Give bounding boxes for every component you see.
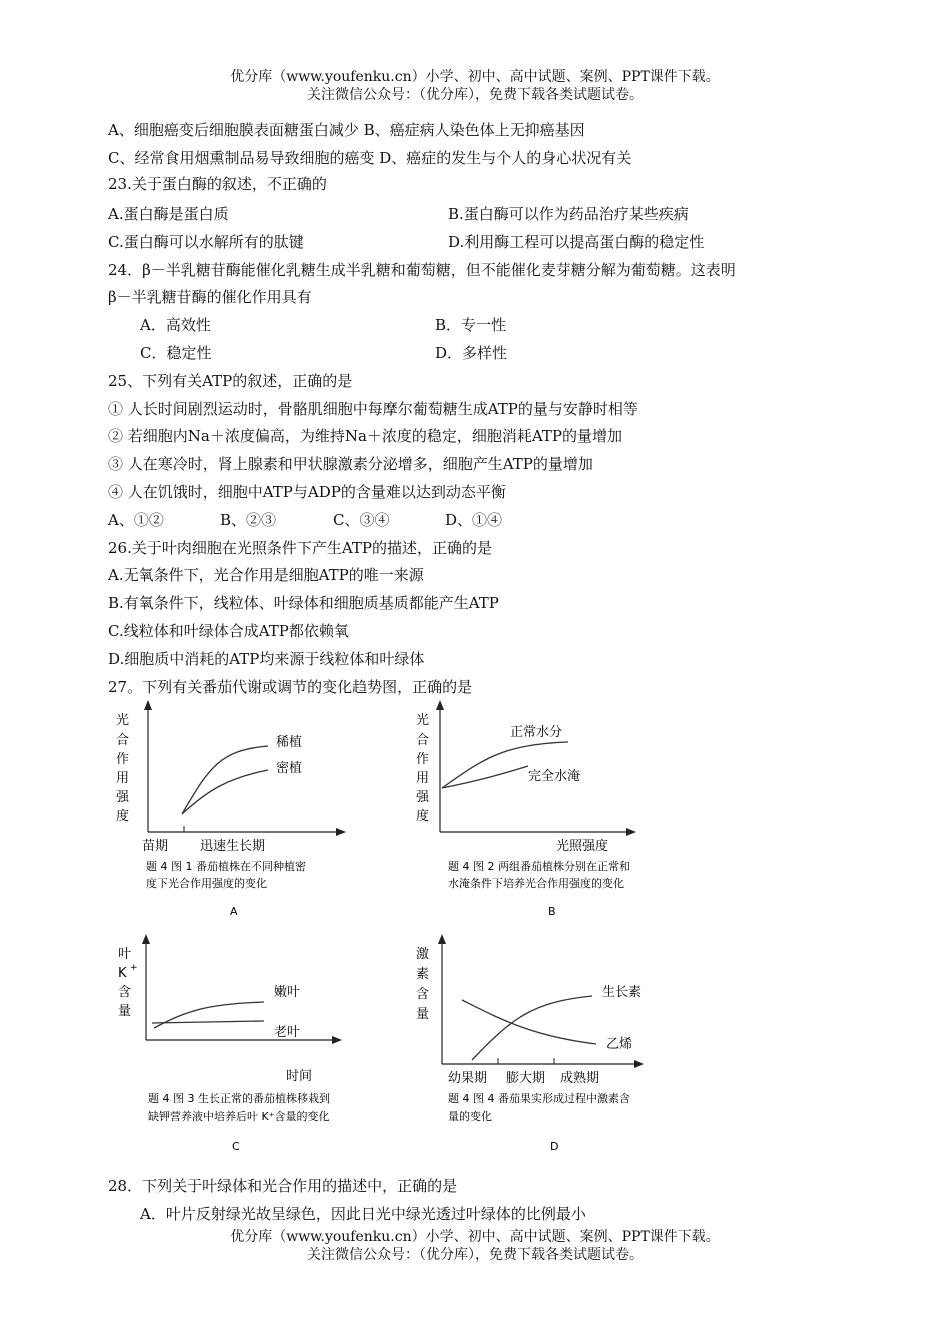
q25-option-b: B、②③ xyxy=(220,511,277,529)
q26-option-c: C.线粒体和叶绿体合成ATP都依赖氧 xyxy=(108,622,349,640)
figure-a-ylabel-5: 强 xyxy=(116,790,130,805)
q27-stem: 27。下列有关番茄代谢或调节的变化趋势图，正确的是 xyxy=(108,678,473,696)
figure-a xyxy=(108,700,358,930)
figure-d-ylabel-3: 含 xyxy=(416,987,430,1002)
q25-statement-1: ① 人长时间剧烈运动时，骨骼肌细胞中每摩尔葡萄糖生成ATP的量与安静时相等 xyxy=(108,400,638,418)
figure-d-ylabel-2: 素 xyxy=(416,967,430,982)
q28-stem: 28．下列关于叶绿体和光合作用的描述中，正确的是 xyxy=(108,1177,458,1195)
q25-statement-2: ② 若细胞内Na＋浓度偏高，为维持Na＋浓度的稳定，细胞消耗ATP的量增加 xyxy=(108,427,623,445)
q23-option-a: A.蛋白酶是蛋白质 xyxy=(108,205,229,223)
q23-option-b: B.蛋白酶可以作为药品治疗某些疾病 xyxy=(448,205,689,223)
q24-option-a: A．高效性 xyxy=(140,316,211,334)
figure-d-x-ripening: 成熟期 xyxy=(560,1071,600,1086)
q24-option-b: B．专一性 xyxy=(435,316,507,334)
figure-c xyxy=(108,930,368,1155)
figure-b-ylabel-5: 强 xyxy=(416,790,430,805)
figure-d-x-expansion: 膨大期 xyxy=(506,1071,546,1086)
q25-statement-3: ③ 人在寒冷时，肾上腺素和甲状腺激素分泌增多，细胞产生ATP的量增加 xyxy=(108,455,593,473)
q24-option-c: C．稳定性 xyxy=(140,344,212,362)
q22-options-ab: A、细胞癌变后细胞膜表面糖蛋白减少 B、癌症病人染色体上无抑癌基因 xyxy=(108,121,585,139)
figure-a-ylabel-3: 作 xyxy=(116,752,130,767)
q24-stem-line2: β－半乳糖苷酶的催化作用具有 xyxy=(108,288,312,306)
figure-c-caption-1: 题 4 图 3 生长正常的番茄植株移栽到 xyxy=(148,1092,330,1105)
figure-c-ylabel-sup: + xyxy=(130,963,138,973)
figure-b-caption-2: 水淹条件下培养光合作用强度的变化 xyxy=(448,877,624,890)
figure-d-curve-ethylene-label: 乙烯 xyxy=(606,1037,633,1052)
q25-stem: 25、下列有关ATP的叙述，正确的是 xyxy=(108,372,353,390)
figure-a-x-seedling: 苗期 xyxy=(142,839,169,854)
figure-d-ylabel-4: 量 xyxy=(416,1007,430,1022)
q23-option-d: D.利用酶工程可以提高蛋白酶的稳定性 xyxy=(448,233,705,251)
figure-c-caption-2: 缺钾营养液中培养后叶 K⁺含量的变化 xyxy=(148,1110,330,1123)
q23-stem: 23.关于蛋白酶的叙述，不正确的 xyxy=(108,175,327,193)
figure-b-ylabel-2: 合 xyxy=(416,733,430,748)
figure-a-ylabel-2: 合 xyxy=(116,733,130,748)
figure-d-caption-1: 题 4 图 4 番茄果实形成过程中激素含 xyxy=(448,1092,630,1105)
figure-a-caption-1: 题 4 图 1 番茄植株在不同种植密 xyxy=(146,860,306,873)
figure-a-ylabel-6: 度 xyxy=(116,809,130,824)
q28-option-a: A．叶片反射绿光故呈绿色，因此日光中绿光透过叶绿体的比例最小 xyxy=(140,1205,586,1223)
figure-b-ylabel-4: 用 xyxy=(416,771,430,786)
figure-a-ylabel-1: 光 xyxy=(116,713,130,728)
q25-statement-4: ④ 人在饥饿时，细胞中ATP与ADP的含量难以达到动态平衡 xyxy=(108,483,506,501)
figure-a-caption-2: 度下光合作用强度的变化 xyxy=(146,877,267,890)
figure-d-curve-auxin-label: 生长素 xyxy=(602,985,642,1000)
figure-c-ylabel-1: 叶 xyxy=(118,947,132,962)
figure-c-ylabel-4: 量 xyxy=(118,1004,132,1019)
figure-d-x-young-fruit: 幼果期 xyxy=(448,1071,488,1086)
figure-c-ylabel-3: 含 xyxy=(118,985,132,1000)
figure-b-curve-flooded-label: 完全水淹 xyxy=(528,769,581,784)
q26-option-a: A.无氧条件下，光合作用是细胞ATP的唯一来源 xyxy=(108,566,424,584)
q25-option-a: A、①② xyxy=(108,511,164,529)
q24-stem-line1: 24．β－半乳糖苷酶能催化乳糖生成半乳糖和葡萄糖，但不能催化麦芽糖分解为葡萄糖。这表明 xyxy=(108,261,736,279)
figure-d xyxy=(412,930,672,1155)
page-header-line1: 优分库（www.youfenku.cn）小学、初中、高中试题、案例、PPT课件下载。 xyxy=(230,69,720,85)
q25-option-d: D、①④ xyxy=(445,511,503,529)
q24-option-d: D．多样性 xyxy=(435,344,508,362)
figure-a-letter: A xyxy=(230,905,238,918)
figure-d-ylabel-1: 激 xyxy=(416,947,430,962)
figure-c-curve-old-label: 老叶 xyxy=(274,1025,301,1040)
figure-c-letter: C xyxy=(232,1140,240,1153)
q26-option-d: D.细胞质中消耗的ATP均来源于线粒体和叶绿体 xyxy=(108,650,425,668)
figure-d-caption-2: 量的变化 xyxy=(448,1110,492,1123)
figure-c-xlabel: 时间 xyxy=(286,1069,313,1084)
page-footer-line2: 关注微信公众号：（优分库），免费下载各类试题试卷。 xyxy=(307,1247,643,1263)
figure-a-ylabel-4: 用 xyxy=(116,771,130,786)
figure-b-curve-normal-label: 正常水分 xyxy=(510,725,563,740)
figure-b-letter: B xyxy=(548,905,556,918)
q23-option-c: C.蛋白酶可以水解所有的肽键 xyxy=(108,233,304,251)
figure-a-curve-dense-label: 密植 xyxy=(276,761,303,776)
figure-b-xlabel: 光照强度 xyxy=(556,839,609,854)
q26-option-b: B.有氧条件下，线粒体、叶绿体和细胞质基质都能产生ATP xyxy=(108,594,499,612)
figure-b xyxy=(412,700,672,930)
figure-a-x-rapid-growth: 迅速生长期 xyxy=(200,839,266,854)
figure-d-letter: D xyxy=(550,1140,559,1153)
q22-options-cd: C、经常食用烟熏制品易导致细胞的癌变 D、癌症的发生与个人的身心状况有关 xyxy=(108,149,632,167)
figure-b-ylabel-6: 度 xyxy=(416,809,430,824)
q25-option-c: C、③④ xyxy=(333,511,390,529)
figure-b-ylabel-1: 光 xyxy=(416,713,430,728)
figure-c-curve-young-label: 嫩叶 xyxy=(274,985,301,1000)
figure-a-curve-sparse-label: 稀植 xyxy=(276,735,303,750)
figure-b-ylabel-3: 作 xyxy=(416,752,430,767)
q26-stem: 26.关于叶肉细胞在光照条件下产生ATP的描述，正确的是 xyxy=(108,539,492,557)
page-footer-line1: 优分库（www.youfenku.cn）小学、初中、高中试题、案例、PPT课件下载。 xyxy=(230,1229,720,1245)
figure-b-caption-1: 题 4 图 2 两组番茄植株分别在正常和 xyxy=(448,860,630,873)
figure-c-ylabel-2: K xyxy=(118,966,127,981)
page-header-line2: 关注微信公众号：（优分库），免费下载各类试题试卷。 xyxy=(307,87,643,103)
